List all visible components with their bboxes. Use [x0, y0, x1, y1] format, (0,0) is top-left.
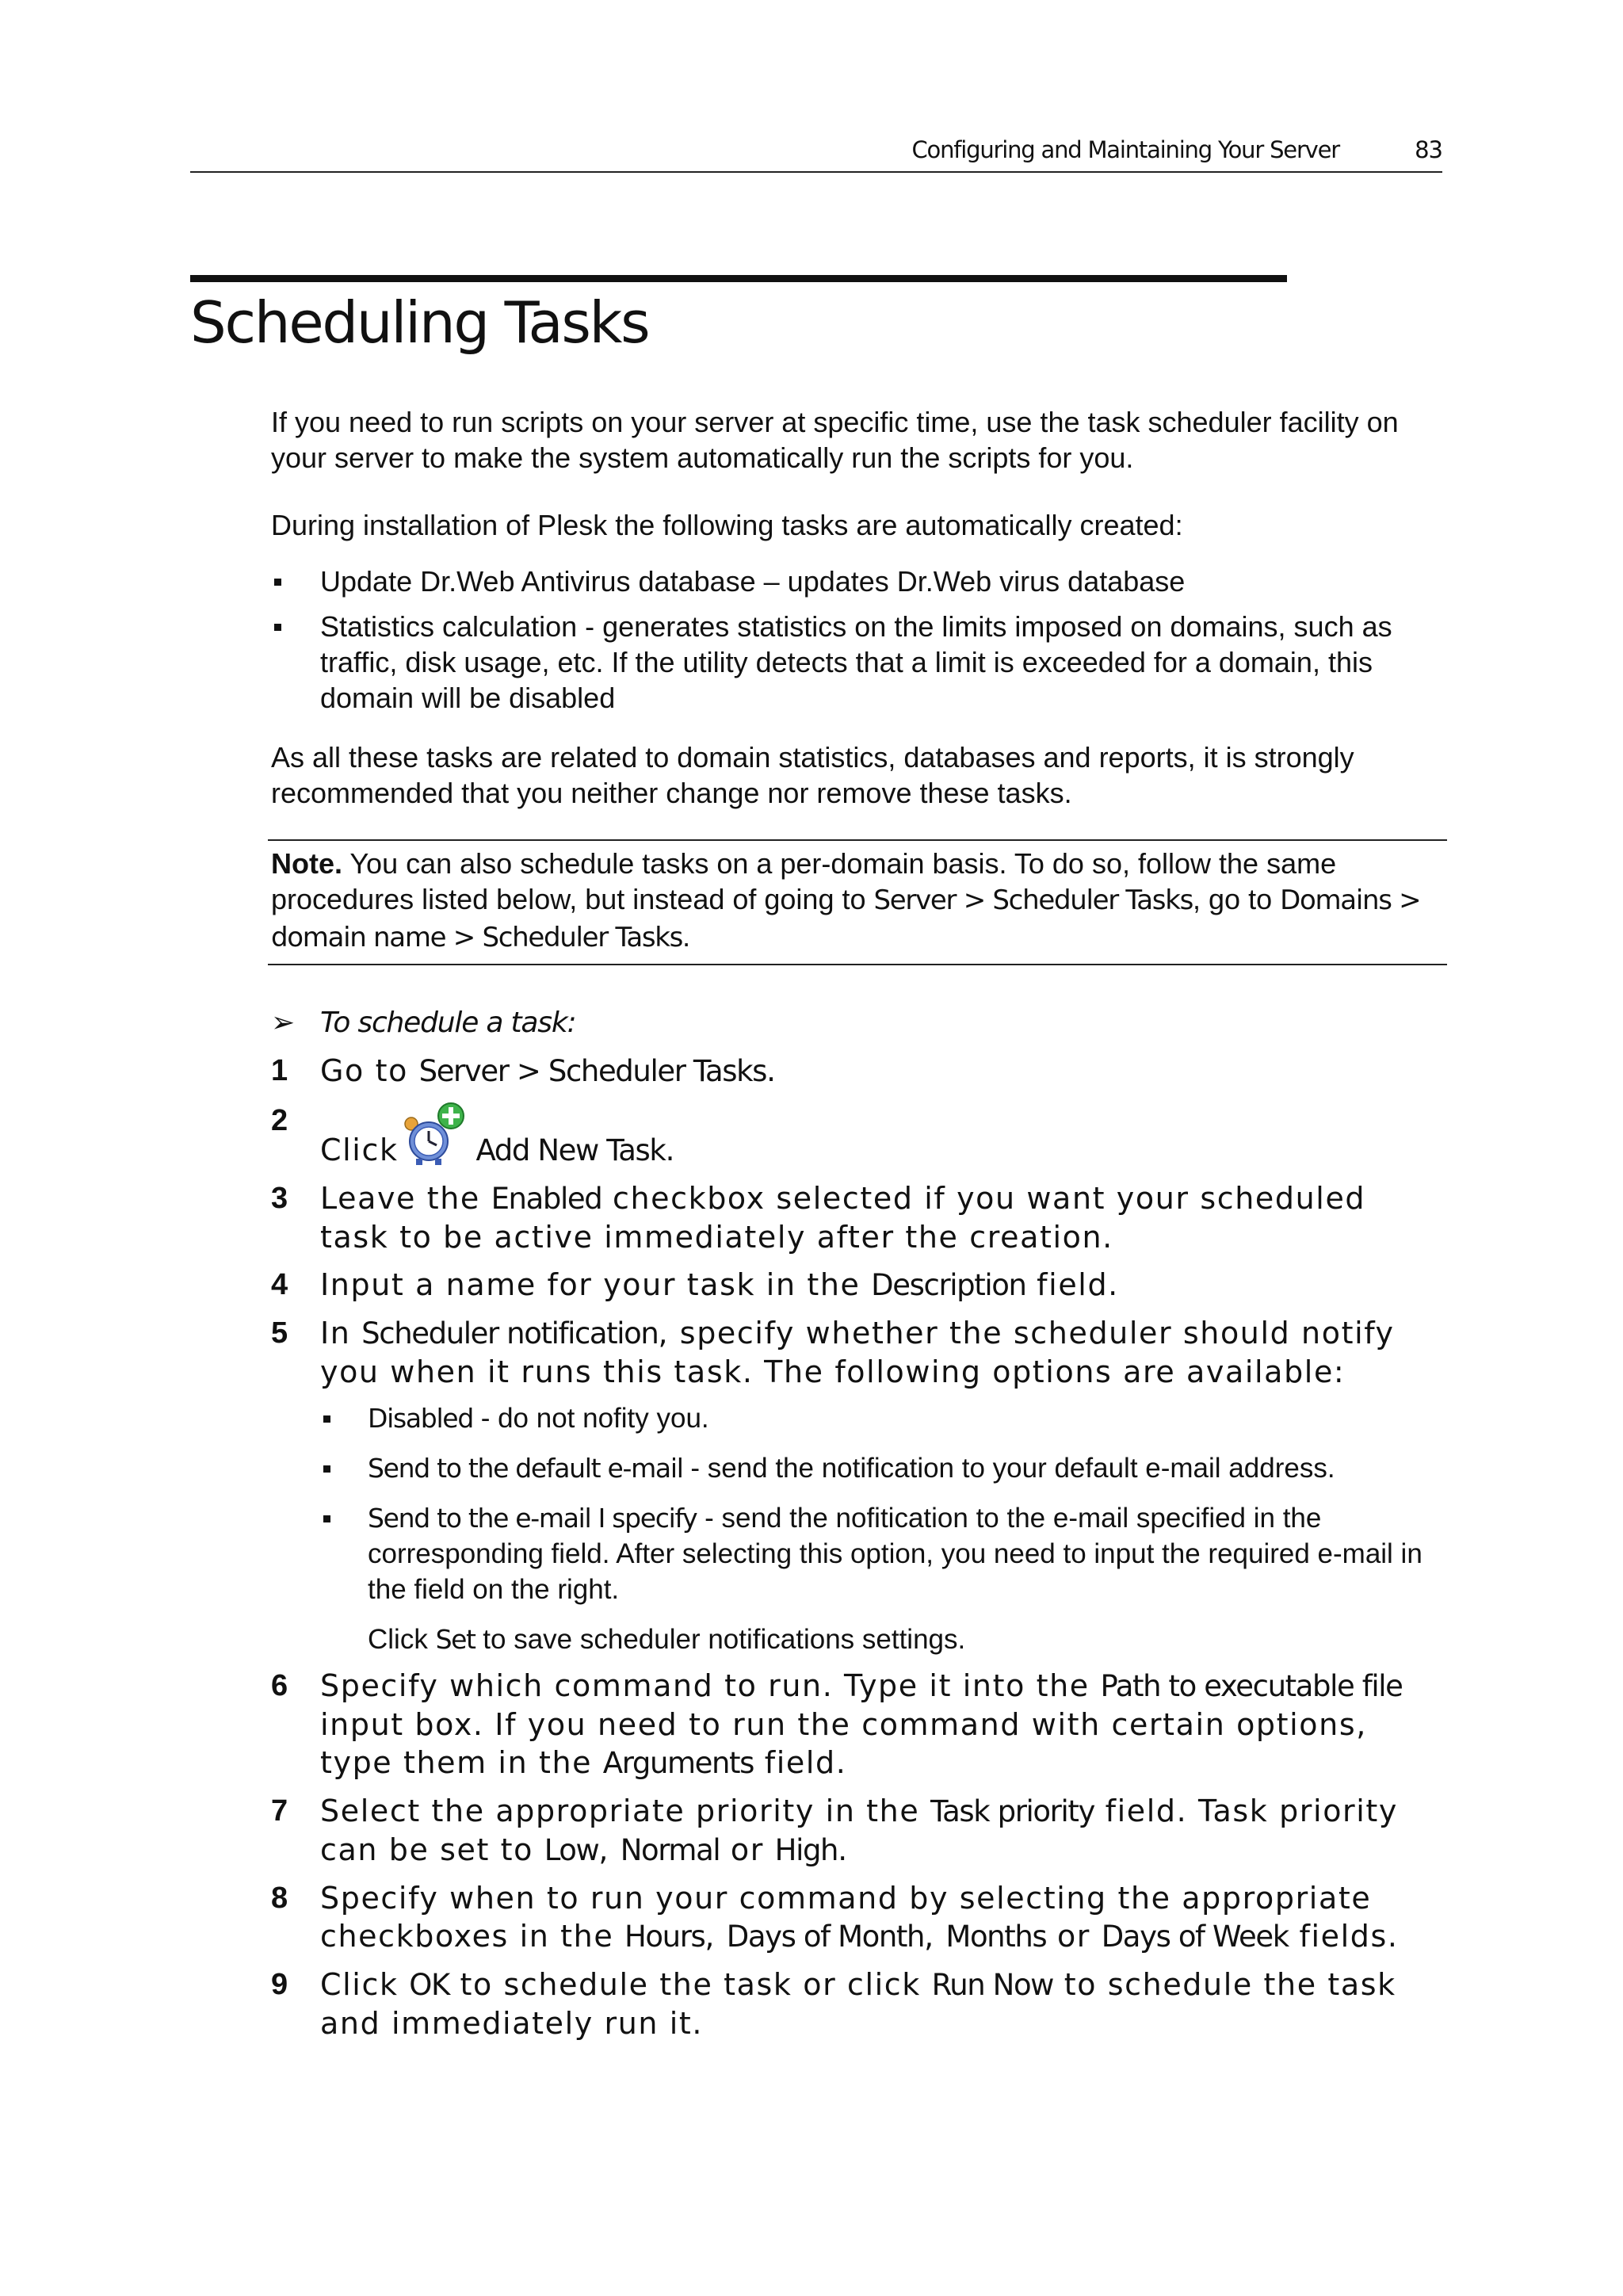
- ui-term: Path to executable file: [1100, 1669, 1403, 1703]
- step-number: 7: [271, 1794, 288, 1828]
- step-6: [271, 1667, 1436, 1782]
- step-text: Click: [320, 1967, 410, 2002]
- step-text: or: [1046, 1919, 1102, 1954]
- step-list: [271, 1052, 1436, 2042]
- note-label: Note.: [271, 847, 342, 880]
- step-text: Leave the: [320, 1181, 491, 1216]
- ui-term: Days of Week: [1101, 1920, 1289, 1954]
- ui-term: Set: [435, 1624, 475, 1655]
- step-4: [271, 1266, 1436, 1305]
- add-new-task-icon: [402, 1102, 470, 1167]
- step-7: [271, 1792, 1436, 1870]
- procedure-heading-text: To schedule a task:: [320, 1007, 576, 1039]
- ui-term: Months: [945, 1920, 1047, 1954]
- running-header: [190, 136, 1442, 173]
- step-number: 1: [271, 1054, 288, 1087]
- step-text: Select the appropriate priority in the: [320, 1794, 931, 1828]
- procedure-heading: [271, 1005, 1436, 1041]
- step-text: ,: [924, 1919, 946, 1954]
- step-number: 6: [271, 1669, 288, 1702]
- step-2: [271, 1102, 1436, 1170]
- ui-term: Send to the e-mail I specify: [368, 1503, 697, 1534]
- ui-term: Hours: [624, 1920, 705, 1954]
- step-text: field. Task priority can be set to: [320, 1794, 1399, 1867]
- ui-term: Enabled: [491, 1182, 602, 1216]
- list-item: Statistics calculation - generates statistics on the limits imposed on domains, such as traffic, disk usage, etc. If the utility detects that a limit is exceeded for a domain, this domain will be disabled: [271, 609, 1436, 716]
- step-8: [271, 1879, 1436, 1956]
- step-9: [271, 1966, 1436, 2042]
- step-text: , specify whether the scheduler should notify you when it runs this task. The following options are available:: [320, 1316, 1395, 1389]
- arrow-icon: ➢: [271, 1007, 294, 1039]
- list-item: Update Dr.Web Antivirus database – updates Dr.Web virus database: [271, 563, 1436, 599]
- ui-term: Server > Scheduler Tasks: [418, 1054, 766, 1088]
- option-text: - do not nofity you.: [472, 1403, 709, 1434]
- option-text: - send the nofitication to the e-mail specified in the corresponding field. After selecting this option, you need to input the required e-mail in the field on the right.: [368, 1503, 1423, 1605]
- ui-term: High: [774, 1833, 838, 1867]
- step-number: 2: [271, 1104, 288, 1137]
- step-text: to schedule the task and immediately run it.: [320, 1967, 1396, 2041]
- ui-term: Description: [871, 1268, 1026, 1302]
- title-rule: [190, 275, 1287, 282]
- step-text: to schedule the task or click: [449, 1967, 932, 2002]
- running-header-title: Configuring and Maintaining Your Server: [911, 136, 1339, 163]
- step-text: ,: [705, 1919, 727, 1954]
- ui-term: Days of Month: [726, 1920, 925, 1954]
- ui-term: Send to the default e-mail: [368, 1453, 683, 1484]
- step-number: 3: [271, 1182, 288, 1215]
- list-item: [320, 1450, 1436, 1486]
- ui-term: Normal: [620, 1833, 720, 1867]
- step-text: checkbox selected if you want your scheduled task to be active immediately after the creation.: [320, 1181, 1366, 1255]
- step-number: 5: [271, 1316, 288, 1350]
- warning-paragraph: As all these tasks are related to domain statistics, databases and reports, it is strongly recommended that you neither change nor remove these tasks.: [271, 741, 1354, 809]
- step-text: field.: [1025, 1267, 1119, 1302]
- step-text: .: [838, 1832, 849, 1867]
- page-title: Scheduling Tasks: [190, 289, 649, 356]
- intro-paragraph: If you need to run scripts on your server at specific time, use the task scheduler facility on your server to make the system automatically run the scripts for you.: [271, 406, 1399, 474]
- note-text: You can also schedule tasks on a per-domain basis. To do so, follow the same procedures listed below, but instead of going to: [271, 847, 1337, 915]
- list-item: [320, 1500, 1436, 1607]
- note-ui-path: Server > Scheduler Tasks: [873, 884, 1193, 916]
- main-content: [271, 404, 1436, 2052]
- ui-term: Arguments: [602, 1746, 754, 1780]
- note-ui-path-domains: Domains > domain name > Scheduler Tasks: [271, 884, 1421, 953]
- step-text: Specify when to run your command by selecting the appropriate checkboxes in the: [320, 1881, 1372, 1954]
- step-number: 4: [271, 1268, 288, 1301]
- step-text: field.: [754, 1745, 847, 1780]
- step-text: In: [320, 1316, 362, 1350]
- step-number: 8: [271, 1881, 288, 1915]
- note-text: , go to: [1193, 883, 1281, 915]
- step-text: Input a name for your task in the: [320, 1267, 872, 1302]
- step-text: input box. If you need to run the command with certain options, type them in the: [320, 1707, 1367, 1780]
- step-text: Go to: [320, 1053, 419, 1088]
- ui-term: OK: [409, 1968, 449, 2002]
- step-text: .: [665, 1133, 677, 1167]
- step-text: Specify which command to run. Type it into the: [320, 1668, 1101, 1703]
- step-5: [271, 1314, 1436, 1657]
- list-item: [320, 1400, 1436, 1436]
- step-text: Click: [368, 1624, 436, 1655]
- step-text: or: [720, 1832, 775, 1867]
- step-number: 9: [271, 1968, 288, 2001]
- page-number: 83: [1415, 136, 1442, 163]
- ui-term: Task priority: [930, 1794, 1094, 1828]
- step-text: Click: [320, 1133, 399, 1167]
- default-task-list: [271, 563, 1436, 716]
- step-text: to save scheduler notifications settings.: [475, 1624, 966, 1655]
- note-box: [268, 839, 1447, 965]
- ui-term: Scheduler notification: [361, 1316, 659, 1350]
- set-instruction: [320, 1622, 1436, 1657]
- ui-term: Add New Task: [475, 1133, 666, 1167]
- ui-term: Run Now: [931, 1968, 1054, 2002]
- ui-term: Low: [544, 1833, 599, 1867]
- option-text: - send the notification to your default e-mail address.: [682, 1453, 1335, 1484]
- intro-paragraph-2: During installation of Plesk the following tasks are automatically created:: [271, 509, 1183, 541]
- step-1: [271, 1052, 1436, 1091]
- ui-term: Disabled: [368, 1403, 473, 1434]
- step-text: fields.: [1288, 1919, 1399, 1954]
- step-text: ,: [598, 1832, 621, 1867]
- step-3: [271, 1179, 1436, 1256]
- note-text: .: [682, 920, 691, 953]
- step-text: .: [766, 1053, 777, 1088]
- notification-options: [320, 1400, 1436, 1607]
